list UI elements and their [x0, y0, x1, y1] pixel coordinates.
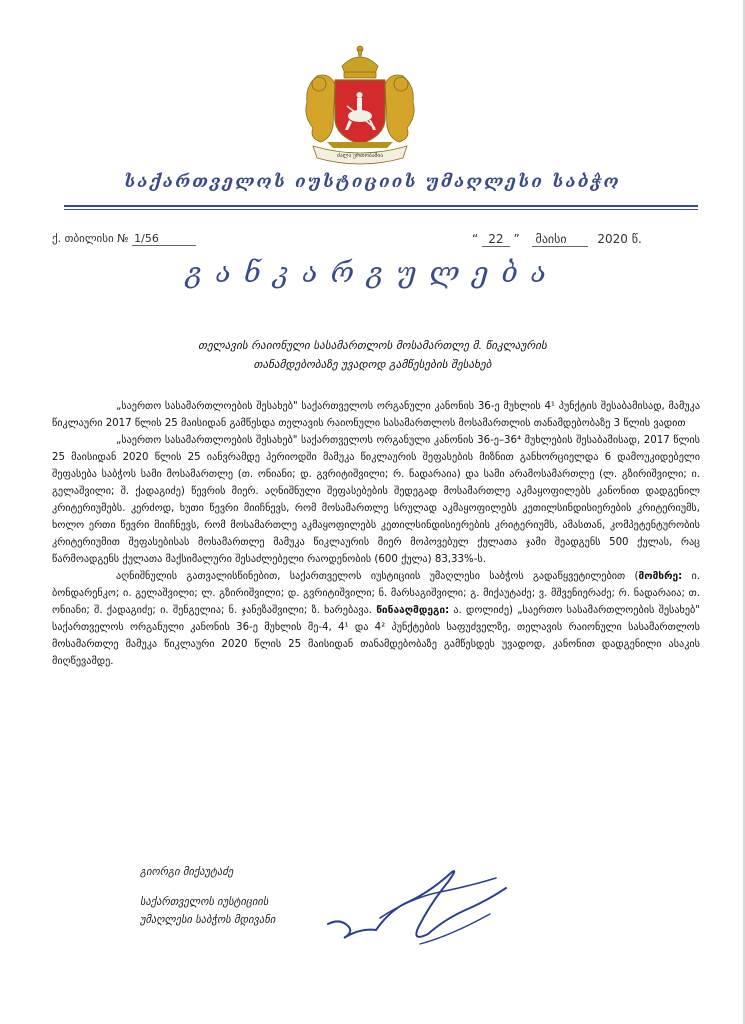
- handwritten-signature: [320, 858, 520, 958]
- header-rule-thick: [64, 205, 698, 207]
- number-label: №: [117, 232, 129, 245]
- council-title: საქართველოს იუსტიციის უმაღლესი საბჭო: [124, 172, 621, 192]
- paragraph-1: „საერთო სასამართლოების შესახებ" საქართველოს ორგანული კანონის 36-ე მუხლის 4¹ პუნქტის შესაბამისად, მამუკა წიკლაური 2017 წლის 25 მაისიდან გამწესდა თელავის რაიონული სასამართლოს მოსამართლის თანამდებობაზე 3 წლის ვადით: [52, 401, 700, 429]
- signatory-name: გიორგი მიქაუტაძე: [140, 866, 234, 878]
- paragraph-3-start: აღნიშნულის გათვალისწინებით, საქართველოს იუსტიციის უმაღლესი საბჭოს გადაწყვეტილებით (: [116, 571, 639, 582]
- subject-line-1: თელავის რაიონული სასამართლოს მოსამართლე მ. წიკლაურის: [198, 339, 547, 352]
- document-date: “ 22 ” მაისი 2020 წ.: [472, 232, 642, 246]
- against-label: წინააღმდეგი:: [376, 605, 450, 616]
- subject-line-2: თანამდებობაზე უვადოდ გამწესების შესახებ: [253, 358, 492, 371]
- paragraph-3-end: ა. დოლიძე) „საერთო სასამართლოების შესახებ" საქართველოს ორგანული კანონის 36-ე მუხლის მე-4, 4¹ და 4² პუნქტების საფუძველზე, თელავის რაიონული სასამართლოს მოსამართლე მამუკა წიკლაური 2020 წლის 25 მაისიდან თანამდებობაზე გამწესდეს უვადოდ, კანონით დადგენილი ასაკის მიღწევამდე.: [52, 605, 700, 667]
- signatory-role-2: უმაღლესი საბჭოს მდივანი: [140, 914, 276, 926]
- date-year: 2020 წ.: [597, 232, 642, 246]
- signatory-role-1: საქართველოს იუსტიციის: [140, 896, 269, 908]
- paragraph-2: „საერთო სასამართლოების შესახებ" საქართველოს ორგანული კანონის 36-ე–36⁴ მუხლების შესაბამისად, 2017 წლის 25 მაისიდან 2020 წლის 25 იანვრამდე პერიოდში მამუკა წიკლაურის შეფასების მიზნით განხორციელდა 6 დამოუკიდებელი შეფასება საბჭოს სამი მოსამართლე (თ. ონიანი; დ. გვრიტიშვილი; რ. ნადარაია) და სამი არამოსამართლე (ლ. გზირიშვილი; ი. გელაშვილი; შ. ქადაგიძე) წევრის მიერ. აღნიშნული შეფასებების შედეგად მოსამართლე აკმაყოფილებს კანონით დადგენილ კრიტერიუმებს. კერძოდ, ხუთი წევრი მიიჩნევს, რომ მოსამართლე სრულად აკმაყოფილებს კეთილსინდისიერების კრიტერიუმს, ხოლო ერთი წევრი მიიჩნევს, რომ მოსამართლე აკმაყოფილებს კეთილსინდისიერების კრიტერიუმს, ამასთან, კომპეტენტურობის კრიტერიუმით შეფასებისას მოსამართლე მამუკა წიკლაურის მიერ მოპოვებულ ქულათა ჯამი შეადგენს 500 ქულას, რაც წარმოადგენს ქულათა მაქსიმალური შესაძლებელი რაოდენობის (600 ქულა) 83,33%-ს.: [52, 435, 700, 565]
- document-number: [52, 232, 196, 246]
- header-rule-thin: [64, 209, 698, 210]
- document-subject: [140, 336, 605, 374]
- number-value: 1/56: [132, 232, 196, 246]
- in-favor-label: მომხრე:: [638, 571, 683, 582]
- date-day: 22: [482, 232, 509, 247]
- signature-block: [140, 863, 275, 929]
- document-title: განკარგულება: [185, 256, 560, 289]
- date-month: მაისი: [532, 232, 588, 247]
- city-prefix: ქ. თბილისი: [52, 232, 114, 245]
- paragraph-3: [52, 568, 700, 670]
- document-body: [52, 398, 700, 670]
- emblem-motto: ძალა ერთობაშია: [336, 153, 384, 159]
- in-favor-list: ი. ბონდარენკო; ი. გელაშვილი; ლ. გზირიშვილი; დ. გვრიტიშვილი; ნ. მარსაგიშვილი; გ. მიქაუტაძე; ვ. მშვენიერაძე; რ. ნადარაია; თ. ონიანი; შ. ქადაგიძე; ი. შენგელია; ნ. ჯანეზაშვილი; ზ. ხარებავა.: [52, 571, 700, 616]
- coat-of-arms-emblem: [287, 36, 433, 170]
